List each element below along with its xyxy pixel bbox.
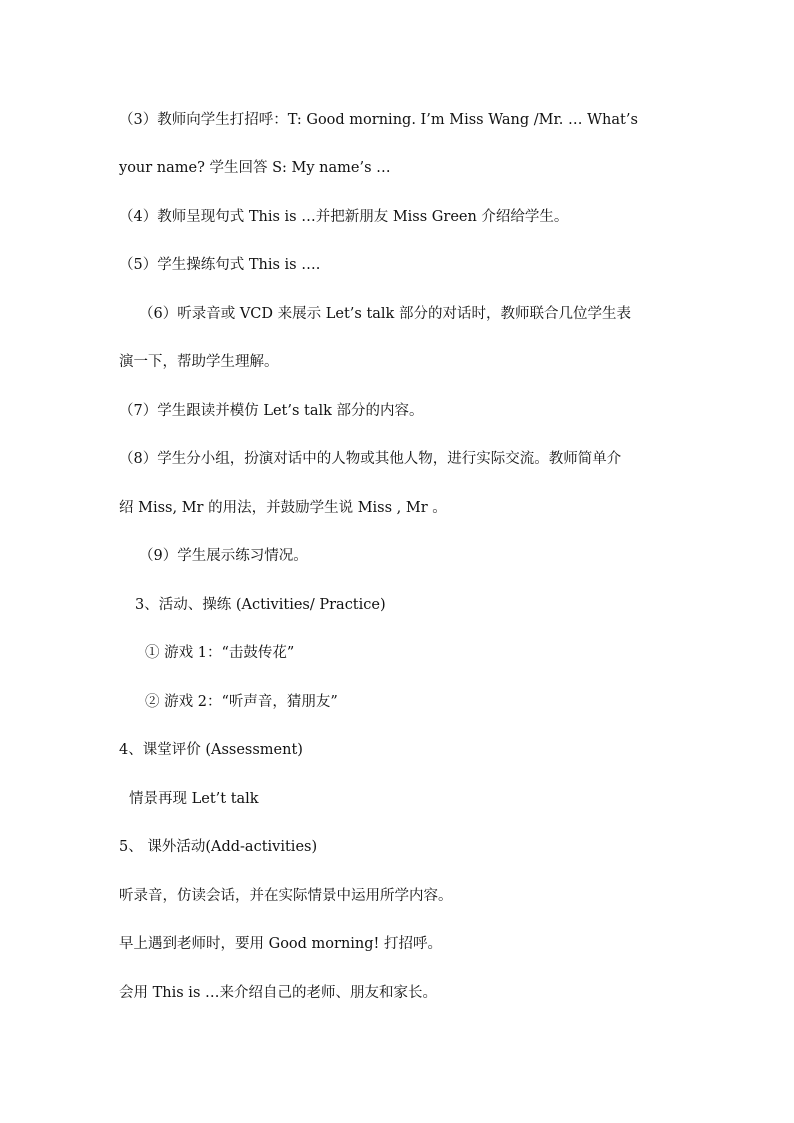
text-line-6: 演一下，帮助学生理解。	[119, 354, 279, 370]
list-item-game-1: ① 游戏 1：“击鼓传花”	[145, 645, 295, 661]
text-line-2: your name? 学生回答 S: My name’s …	[119, 160, 391, 176]
text-line-15: 情景再现 Let’t talk	[129, 791, 259, 807]
section-heading-activities: 3、活动、操练 (Activities/ Practice)	[135, 597, 386, 613]
list-item-game-2: ② 游戏 2：“听声音，猜朋友”	[145, 694, 338, 710]
text-line-4: （5）学生操练句式 This is ….	[119, 257, 321, 273]
section-heading-assessment: 4、课堂评价 (Assessment)	[119, 742, 303, 758]
text-line-3: （4）教师呈现句式 This is …并把新朋友 Miss Green 介绍给学生。	[119, 209, 569, 225]
text-line-19: 会用 This is …来介绍自己的老师、朋友和家长。	[119, 985, 437, 1001]
text-line-10: （9）学生展示练习情况。	[139, 548, 308, 564]
section-heading-add-activities: 5、 课外活动(Add-activities)	[119, 839, 318, 855]
text-line-5: （6）听录音或 VCD 来展示 Let’s talk 部分的对话时，教师联合几位学生表	[139, 306, 631, 322]
text-line-8: （8）学生分小组，扮演对话中的人物或其他人物，进行实际交流。教师简单介	[119, 451, 622, 467]
text-line-7: （7）学生跟读并模仿 Let’s talk 部分的内容。	[119, 403, 424, 419]
text-line-17: 听录音，仿读会话，并在实际情景中运用所学内容。	[119, 888, 453, 904]
text-line-1: （3）教师向学生打招呼：T: Good morning. I’m Miss Wang /Mr. … What’s	[119, 112, 638, 128]
text-line-9: 绍 Miss, Mr 的用法，并鼓励学生说 Miss , Mr 。	[119, 500, 447, 516]
text-line-18: 早上遇到老师时，要用 Good morning! 打招呼。	[119, 936, 442, 952]
